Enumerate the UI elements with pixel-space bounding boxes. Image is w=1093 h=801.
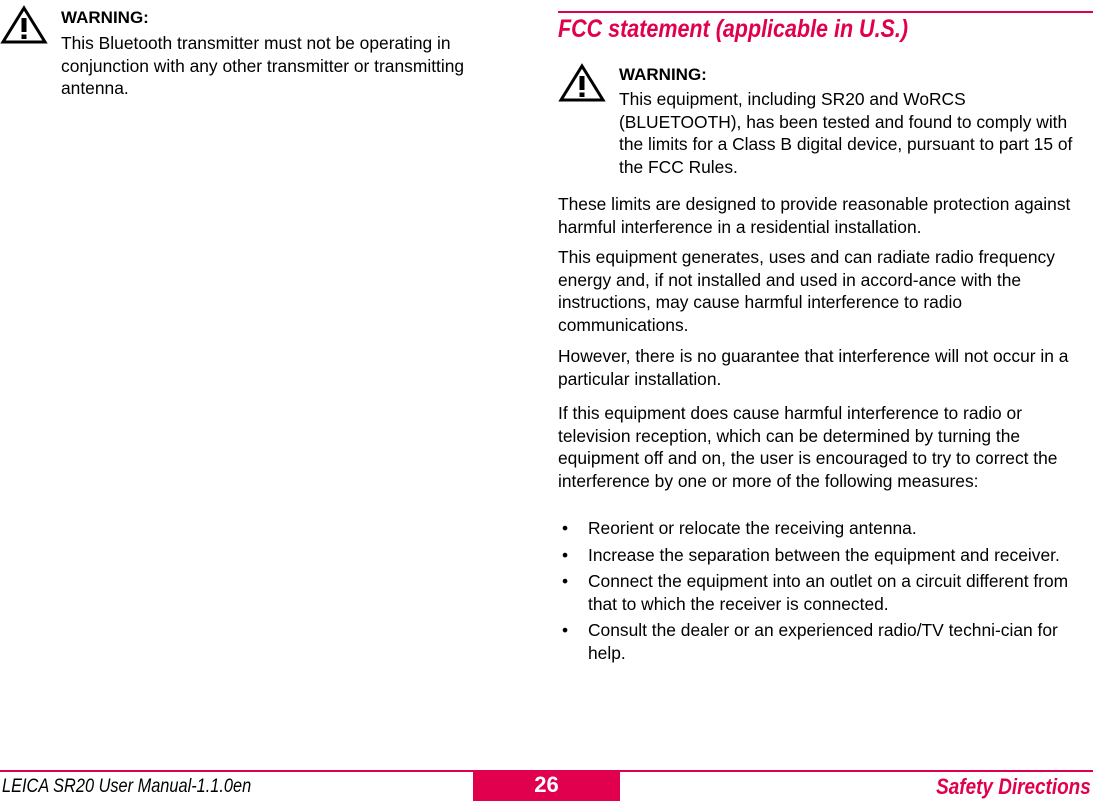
list-item [558, 619, 1091, 664]
paragraph: This equipment generates, uses and can radiate radio frequency energy and, if not installed and used in accord-ance with the instructions, may cause harmful interference to radio communications. [558, 247, 1055, 335]
bullet-dot: • [562, 518, 569, 538]
list-item [558, 544, 1091, 567]
chapter-title: Safety Directions [936, 774, 1091, 799]
list-item-text: Reorient or relocate the receiving antenna. [588, 518, 917, 538]
paragraph: These limits are designed to provide reasonable protection against harmful interference in a residential installation. [558, 194, 1071, 237]
bullet-dot: • [562, 571, 569, 592]
bullet-dot: • [562, 620, 569, 641]
warning-triangle-icon [0, 5, 48, 45]
bullet-dot: • [562, 544, 569, 565]
section-divider [558, 11, 1093, 13]
paragraph: However, there is no guarantee that interference will not occur in a particular installation. [558, 346, 1069, 389]
list-item-text: Increase the separation between the equipment and receiver. [588, 544, 1060, 565]
right-warning-title: WARNING: [619, 65, 707, 84]
list-item-text: Consult the dealer or an experienced radio/TV techni-cian for help. [588, 620, 1058, 663]
left-warning-text: This Bluetooth transmitter must not be operating in conjunction with any other transmitter or transmitting antenna. [61, 33, 465, 99]
measures-list [558, 517, 1091, 669]
paragraph: If this equipment does cause harmful interference to radio or television reception, which can be determined by turning the equipment off and on, the user is encouraged to try to correct the interference by one or more of the following measures: [558, 403, 1058, 491]
warning-triangle-icon [558, 63, 606, 103]
page-number: 26 [473, 772, 620, 801]
right-warning-text: This equipment, including SR20 and WoRCS (BLUETOOTH), has been tested and found to comply with the limits for a Class B digital device, pursuant to part 15 of the FCC Rules. [619, 89, 1073, 177]
section-title: FCC statement (applicable in U.S.) [558, 15, 909, 43]
list-item [558, 570, 1091, 615]
left-warning-title: WARNING: [61, 8, 149, 27]
manual-name: LEICA SR20 User Manual-1.1.0en [2, 776, 252, 797]
list-item-text: Connect the equipment into an outlet on a circuit different from that to which the receiver is connected. [588, 571, 1069, 614]
list-item [558, 517, 1091, 540]
